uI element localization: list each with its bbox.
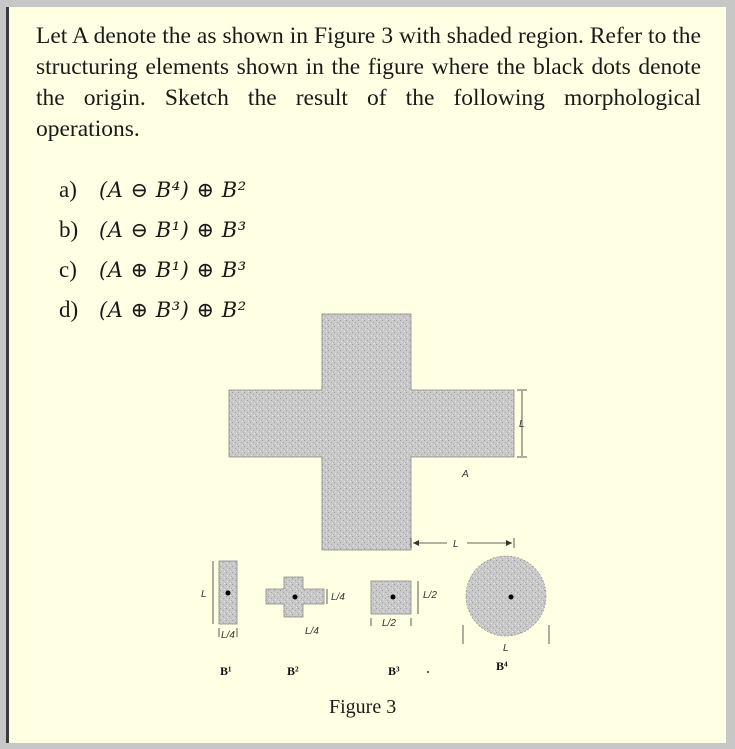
question-card [6, 7, 726, 743]
b1-side-label: L [201, 589, 207, 600]
shape-a [229, 314, 514, 550]
operation-letter: c) [59, 257, 77, 282]
b3-origin-dot [391, 595, 396, 600]
operation-expression: (A ⊖ B⁴) ⊕ B² [99, 178, 247, 202]
b1-label: B¹ [220, 664, 232, 678]
b4-bottom-label: L [503, 643, 509, 654]
operation-expression: (A ⊖ B¹) ⊕ B³ [99, 218, 247, 242]
operation-letter: a) [59, 177, 77, 202]
operation-letter: d) [59, 297, 79, 322]
structuring-element-b3 [371, 581, 437, 678]
stray-dot [427, 671, 429, 673]
structuring-element-b2 [266, 577, 345, 678]
operation-expression: (A ⊕ B³) ⊕ B² [99, 298, 247, 322]
b2-label: B² [287, 664, 299, 678]
b1-bottom-label: L/4 [221, 630, 235, 641]
b2-right-label: L/4 [331, 592, 345, 603]
dim-l-bottom-label: L [453, 539, 459, 550]
shape-label-a: A [462, 469, 469, 480]
b1-origin-dot [226, 591, 231, 596]
dim-right-l [517, 390, 527, 457]
b4-label: B⁴ [496, 659, 508, 673]
dim-l-label: L [519, 419, 525, 430]
b2-bottom-label: L/4 [305, 626, 319, 637]
b4-shape [466, 556, 546, 636]
b2-origin-dot [293, 595, 298, 600]
structuring-element-b1 [201, 561, 237, 678]
b3-bottom-label: L/2 [382, 618, 396, 629]
structuring-element-b4 [463, 556, 549, 673]
question-text: Let A denote the as shown in Figure 3 with shaded region. Refer to the structuring elements shown in the figure where the black dots denote the origin. Sketch the result of the following morphological operations. [36, 23, 701, 142]
dim-bottom-l [411, 538, 514, 550]
figure-caption: Figure 3 [329, 696, 397, 718]
b3-right-label: L/2 [423, 590, 437, 601]
operation-expression: (A ⊕ B¹) ⊕ B³ [99, 258, 247, 282]
cross-shape [229, 314, 514, 550]
b4-origin-dot [509, 595, 514, 600]
figure-3-diagram [9, 7, 723, 743]
b3-label: B³ [388, 664, 400, 678]
operation-letter: b) [59, 217, 79, 242]
